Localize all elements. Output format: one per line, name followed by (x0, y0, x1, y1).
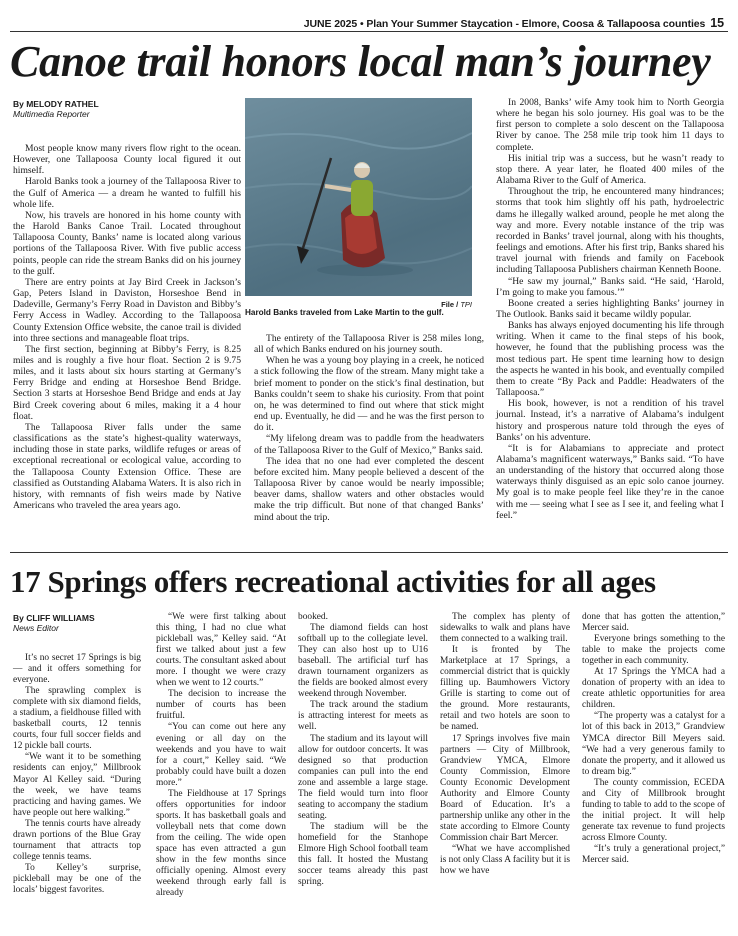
paragraph: There are entry points at Jay Bird Creek in Jackson’s Gap, Peters Island in Daviston, Horseshoe Bend in Dadeville, Germany’s Ferry Road in Daviston and Bibby’s Ferry Access in Wadley. According to the Tallapoosa County Extension Office website, the canoe trail is divided into three sections and manageable float trips. (13, 276, 241, 344)
paragraph: “My lifelong dream was to paddle from the headwaters of the Tallapoosa River to the Gulf of Mexico,” Banks said. (254, 433, 484, 456)
paragraph: When he was a young boy playing in a creek, he noticed a stick following the flow of the stream. Many might take a brief moment to ponder on the stick’s final destination, but Banks couldn’t seem to shake his curiosity. From that point on, he was determined to find out where that stick might end up. Eventually, he did — and he was the first person to do it. (254, 355, 484, 434)
paragraph: His book, however, is not a rendition of his travel journal. Instead, it’s a narrative of Alabama’s indulgent history and prosperous nature told through the eyes of Banks’ on his adventure. (496, 398, 724, 443)
paragraph: Now, his travels are honored in his home county with the Harold Banks Canoe Trail. Located throughout Tallapoosa County, Banks’ name is located along various portions of the Tallapoosa River. With five public access points, people can ride the stream Banks did on his journey to the gulf. (13, 209, 241, 277)
article1-role: Multimedia Reporter (13, 109, 90, 119)
paragraph: “We were first talking about this thing, I had no clue what pickleball was,” Kelley said. “At first we talked about just a few courts. The consultant asked about more. I thought we were crazy when we went to 12 courts.” (156, 612, 286, 689)
paragraph: The tennis courts have already drawn portions of the Blue Gray tournament that attracts top college tennis teams. (13, 818, 141, 862)
article2-byline (13, 613, 95, 633)
article2-author: By CLIFF WILLIAMS (13, 613, 95, 623)
article1-column-3 (496, 97, 724, 521)
paragraph: “What we have accomplished is not only Class A facility but it is how we have (440, 843, 570, 877)
paragraph: done that has gotten the attention,” Mercer said. (582, 612, 725, 634)
paragraph: It’s no secret 17 Springs is big — and it offers something for everyone. (13, 653, 141, 686)
article2-headline: 17 Springs offers recreational activities for all ages (10, 564, 656, 599)
paragraph: The stadium will be the homefield for the Stanhope Elmore High School football team this fall. It hosted the Mustang soccer teams already this past spring. (298, 821, 428, 888)
article1-byline (13, 99, 99, 119)
paragraph: “It’s truly a generational project,” Mercer said. (582, 843, 725, 866)
paragraph: The Fieldhouse at 17 Springs offers opportunities for indoor sports. It has basketball goals and volleyball nets that come down from the ceiling. The wide open space has even attracted a gun show in the few months since officially opening. Almost every weekend through early fall is already (156, 788, 286, 899)
header-rule (10, 31, 728, 32)
article2-column-2 (156, 612, 286, 899)
paragraph: The diamond fields can host softball up to the collegiate level. They can also host up to U16 baseball. The artificial turf has drawn tournament organizers as the fields are booked almost every weekend through November. (298, 623, 428, 700)
paragraph: The sprawling complex is complete with six diamond fields, a stadium, a fieldhouse filled with basketball courts, 12 tennis courts, four full soccer fields and 12 pickle ball courts. (13, 686, 141, 752)
paragraph: “The property was a catalyst for a lot of this back in 2013,” Grandview YMCA director Bill Meyers said. “We had a very generous family to donate the property, and it allowed us to dream big.” (582, 711, 725, 777)
article1-column-1 (13, 143, 241, 511)
paragraph: The track around the stadium is attracting interest for meets as well. (298, 700, 428, 733)
paragraph: Banks has always enjoyed documenting his life through writing. When it came to the final steps of his book, however, he found that the publishing process was the most tedious part. He spent time learning how to design the aspects he wanted in his book, and eventually compiled them to create “By Pack and Paddle: Headwaters of the Tallapoosa.” (496, 320, 724, 399)
paragraph: In 2008, Banks’ wife Amy took him to North Georgia where he began his solo journey. His goal was to be the first person to complete a solo descent on the Tallapoosa River by canoe. The 258 mile trip took him 11 days to complete. (496, 97, 724, 153)
paragraph: It is fronted by The Marketplace at 17 Springs, a commercial district that is quickly filling up. Baumhowers Victory Grille is starting to come out of the ground. More restaurants, retail and two hotels are soon to be named. (440, 645, 570, 733)
paragraph: The complex has plenty of sidewalks to walk and plans have them connected to a walking trail. (440, 612, 570, 645)
paragraph: At 17 Springs the YMCA had a donation of property with an idea to create athletic opportunities for area children. (582, 667, 725, 711)
photo-caption: Harold Banks traveled from Lake Martin to the gulf. (245, 308, 444, 317)
article2-role: News Editor (13, 623, 59, 633)
paragraph: “It is for Alabamians to appreciate and protect Alabama’s magnificent waterways,” Banks said. “To have an understanding of the history that occurred along those waterways thinly disguised as an epic solo canoe journey. My goal is to make people feel like they’re in the canoe with me — seeing what I see as I see it, and feeling what I feel.” (496, 442, 724, 521)
article2-column-3 (298, 612, 428, 888)
article1-column-2 (254, 333, 484, 523)
paragraph: The decision to increase the number of courts has been fruitful. (156, 689, 286, 722)
paragraph: The first section, beginning at Bibby’s Ferry, is 8.25 miles and is roughly a five hour float. Section 2 is 9.75 miles, and it lasts about six hours starting at Germany’s Ferry Bridge and ending at Horseshoe Bend Bridge. Section 3 starts at Horseshoe Bend Bridge and ends at Jay Bird Creek covering about 6 miles, making it a 4 hour float. (13, 343, 241, 422)
canoe-paddler-image (245, 98, 472, 296)
paragraph: Most people know many rivers flow right to the ocean. However, one Tallapoosa County local figured it out himself. (13, 143, 241, 177)
section-rule (10, 552, 728, 553)
header-text: JUNE 2025 • Plan Your Summer Staycation - Elmore, Coosa & Tallapoosa counties (303, 18, 706, 30)
paragraph: Everyone brings something to the table to make the projects come together in each community. (582, 634, 725, 667)
paragraph: The stadium and its layout will allow for outdoor concerts. It was designed so that production companies can pull into the end zone and assemble a large stage. The field would turn into floor seating to accompany the stadium seating. (298, 733, 428, 821)
paragraph: The idea that no one had ever completed the descent before excited him. Many people believed a descent of the Tallapoosa River by canoe would be nearly impossible; beaver dams, shallow waters and other obstacles would make the trip difficult. But none of that changed Banks’ mind about the trip. (254, 455, 484, 523)
paragraph: 17 Springs involves five main partners — City of Millbrook, Grandview YMCA, Elmore County Commission, Elmore County Economic Development Authority and Elmore County Board of Education. It’s a partnership unlike any other in the state according to Elmore County Commission chair Bart Mercer. (440, 733, 570, 843)
paragraph: booked. (298, 612, 328, 622)
paragraph: “He saw my journal,” Banks said. “He said, ‘Harold, I’m going to make you famous.’” (496, 275, 724, 298)
article2-column-5 (582, 612, 725, 866)
paragraph: The entirety of the Tallapoosa River is 258 miles long, all of which Banks endured on his journey south. (254, 333, 484, 356)
paragraph: Boone created a series highlighting Banks’ journey in The Outlook. Banks said it became wildly popular. (496, 297, 724, 320)
paragraph: “We want it to be something residents can enjoy,” Millbrook Mayor Al Kelley said. “During the week, we have teams practicing and having games. We have people out here walking.” (13, 752, 141, 818)
paragraph: To Kelley’s surprise, pickleball may be one of the locals’ biggest favorites. (13, 862, 141, 895)
paragraph: Harold Banks took a journey of the Tallapoosa River to the Gulf of America — a dream he wanted to fulfill his whole life. (13, 176, 241, 210)
paragraph: The Tallapoosa River falls under the same classifications as the state’s highest-quality waterways, including those in state parks, wildlife refuges or areas of exceptional recreational or ecological value, according to the Tallapoosa County Extension Office. These are classified as Outstanding Alabama Waters. It is also rich in history, with remnants of fish weirs made by Native Americans who traveled the area years ago. (13, 421, 241, 511)
paragraph: “You can come out here any evening or all day on the weekends and you have to wait for a court,” Kelley said. “We probably could have built a dozen more.” (156, 722, 286, 788)
photo-credit: File / TPI (441, 300, 472, 309)
paragraph: His initial trip was a success, but he wasn’t ready to stop there. A year later, he floated 400 miles of the Alabama River to the Gulf of America. (496, 152, 724, 187)
page-number: 15 (710, 16, 724, 30)
article2-column-1 (13, 653, 141, 896)
canoe-photo (245, 98, 472, 296)
article2-column-4 (440, 612, 570, 877)
article1-headline: Canoe trail honors local man’s journey (10, 37, 711, 86)
paragraph: Throughout the trip, he encountered many hindrances; storms that took him slightly off his path, hydroelectric dams he illegally walked around, people he met along the way and more. Every notable instance of the trip was recorded in Banks’ travel journal, along with his thoughts, feelings and emotions. After his first trip, Banks shared his travel journal with friends and family on Facebook including Tallapoosa Publishers chairman Kenneth Boone. (496, 186, 724, 276)
article1-author: By MELODY RATHEL (13, 99, 99, 109)
paragraph: The county commission, ECEDA and City of Millbrook brought funding to table to add to the scope of the initial project. It will help generate tax revenue to fund projects across Elmore County. (582, 777, 725, 843)
